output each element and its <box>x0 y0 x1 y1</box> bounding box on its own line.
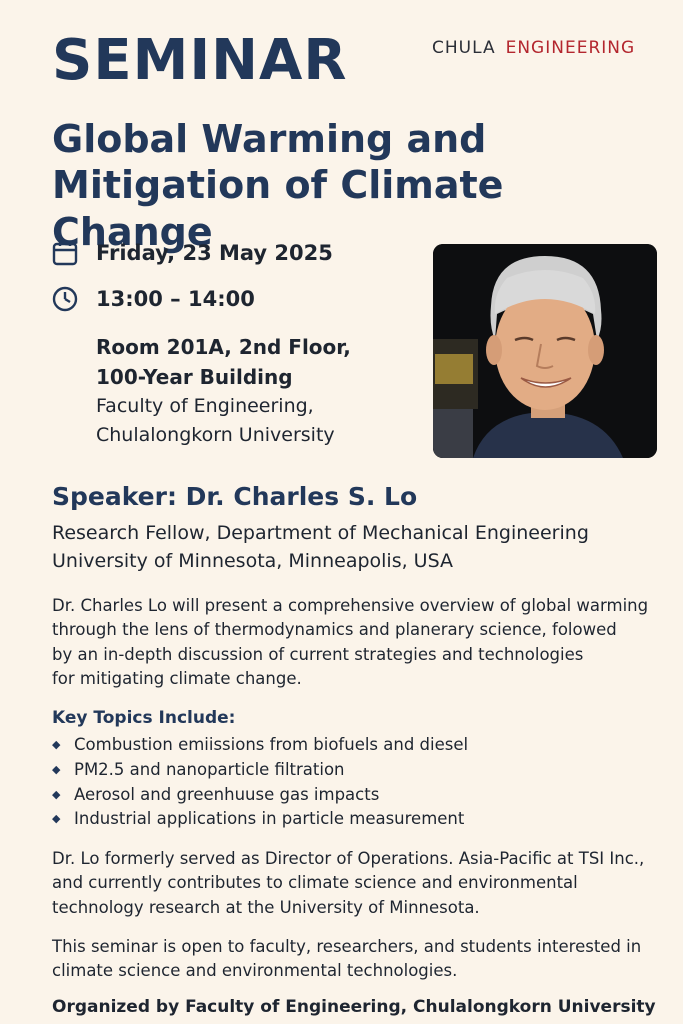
affiliation-line-1: Research Fellow, Department of Mechanical Engineering <box>52 522 589 544</box>
date-row <box>52 240 333 266</box>
room-line-2: 100-Year Building <box>96 365 293 389</box>
clock-icon <box>52 286 78 312</box>
logo-text-engineering: ENGINEERING <box>505 38 636 58</box>
time-row <box>52 286 255 312</box>
room-line-1: Room 201A, 2nd Floor, <box>96 335 351 359</box>
list-item <box>52 783 468 808</box>
abstract-line: by an in-depth discussion of current strategies and technologies <box>52 644 584 664</box>
speaker-bio-paragraph <box>52 847 672 920</box>
audience-line: This seminar is open to faculty, researchers, and students interested in <box>52 937 642 956</box>
audience-line: climate science and environmental technologies. <box>52 961 458 981</box>
abstract-line: Dr. Charles Lo will present a comprehensive overview of global warming <box>52 596 649 615</box>
venue-line-2: Chulalongkorn University <box>96 423 335 446</box>
bio-line: Dr. Lo formerly served as Director of Operations. Asia-Pacific at TSI Inc., <box>52 849 645 868</box>
logo-text-chula: CHULA <box>432 38 496 58</box>
seminar-title <box>52 116 672 255</box>
diamond-bullet-icon: ◆ <box>52 787 61 801</box>
bio-line: and currently contributes to climate science and environmental <box>52 873 578 893</box>
abstract-paragraph <box>52 594 672 692</box>
diamond-bullet-icon: ◆ <box>52 738 61 752</box>
topic-text: PM2.5 and nanoparticle filtration <box>74 759 345 779</box>
event-time: 13:00 – 14:00 <box>96 287 255 311</box>
bio-line: technology research at the University of Minnesota. <box>52 897 480 917</box>
key-topics-list <box>52 733 468 832</box>
calendar-icon <box>52 240 78 266</box>
audience-paragraph <box>52 935 672 984</box>
list-item <box>52 758 468 783</box>
speaker-photo <box>433 244 657 458</box>
venue-block <box>96 332 351 449</box>
chula-engineering-logo <box>432 38 635 58</box>
title-line-2: Mitigation of Climate Change <box>52 163 504 254</box>
list-item <box>52 807 468 832</box>
topic-text: Aerosol and greenhuuse gas impacts <box>74 784 380 804</box>
diamond-bullet-icon: ◆ <box>52 812 61 826</box>
venue-line-1: Faculty of Engineering, <box>96 395 314 417</box>
topic-text: Industrial applications in particle measurement <box>74 809 465 829</box>
event-date: Friday, 23 May 2025 <box>96 241 333 265</box>
diamond-bullet-icon: ◆ <box>52 762 61 776</box>
abstract-line: through the lens of thermodynamics and planerary science, folowed <box>52 620 617 640</box>
list-item <box>52 733 468 758</box>
speaker-affiliation <box>52 520 589 575</box>
speaker-portrait <box>433 244 657 458</box>
speaker-heading: Speaker: Dr. Charles S. Lo <box>52 482 418 511</box>
affiliation-line-2: University of Minnesota, Minneapolis, USA <box>52 549 454 572</box>
title-line-1: Global Warming and <box>52 117 487 161</box>
seminar-heading: SEMINAR <box>52 28 348 93</box>
topic-text: Combustion emiissions from biofuels and diesel <box>74 735 469 754</box>
key-topics-heading: Key Topics Include: <box>52 708 236 728</box>
abstract-line: for mitigating climate change. <box>52 669 302 689</box>
organizer-footer: Organized by Faculty of Engineering, Chulalongkorn University <box>52 997 656 1017</box>
